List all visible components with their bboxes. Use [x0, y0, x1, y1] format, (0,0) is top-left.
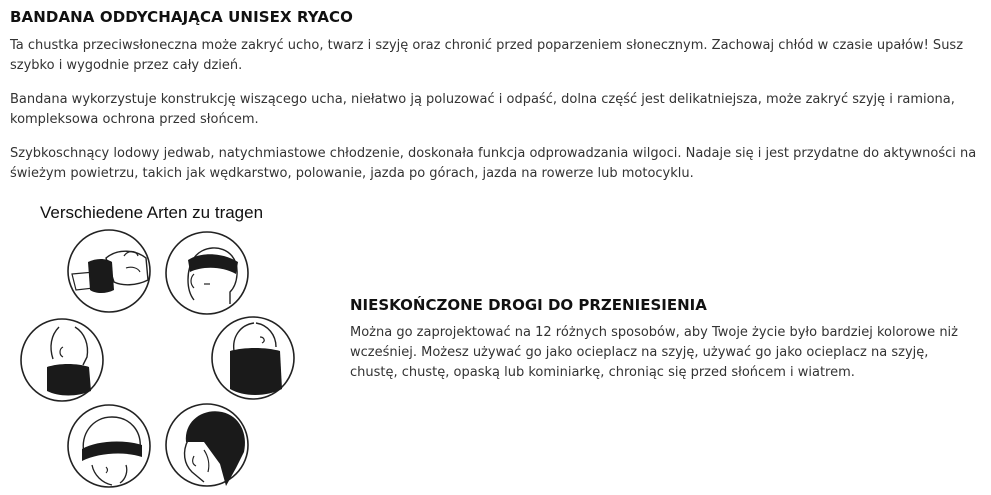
wristband-icon [66, 228, 152, 314]
section-title: NIESKOŃCZONE DROGI DO PRZENIESIENIA [350, 296, 707, 314]
hairband-icon [66, 403, 152, 489]
section-body: Można go zaprojektować na 12 różnych sposobów, aby Twoje życie było bardziej kolorowe niż wcześniej. Możesz używać go jako ocieplacz na szyję, używać go jako ocieplacz na szyję, chustę, chustę, opaską lub kominiarkę, chroniąc się przed słońcem i wiatrem. [350, 325, 958, 380]
face-mask-icon [210, 315, 296, 401]
bandana-cap-icon [164, 402, 250, 488]
neck-warmer-icon [19, 317, 105, 403]
description-paragraph-2: Bandana wykorzystuje konstrukcję wiszącego ucha, niełatwo ją poluzować i odpaść, dolna część jest delikatniejsza, może zakryć szyję i ramiona, kompleksowa ochrona przed słońcem. [10, 92, 955, 127]
wearing-styles-figure [0, 200, 320, 495]
headband-icon [164, 230, 250, 316]
description-paragraph-1: Ta chustka przeciwsłoneczna może zakryć ucho, twarz i szyję oraz chronić przed poparzeniem słonecznym. Zachowaj chłód w czasie upałów! Susz szybko i wygodnie przez cały dzień. [10, 38, 964, 73]
description-paragraph-3: Szybkoschnący lodowy jedwab, natychmiastowe chłodzenie, doskonała funkcja odprowadzania wilgoci. Nadaje się i jest przydatne do aktywności na świeżym powietrzu, takich jak wędkarstwo, polowanie, jazda po górach, jazda na rowerze lub motocyklu. [10, 146, 977, 181]
figure-caption: Verschiedene Arten zu tragen [40, 203, 264, 222]
product-title: BANDANA ODDYCHAJĄCA UNISEX RYACO [10, 8, 354, 26]
